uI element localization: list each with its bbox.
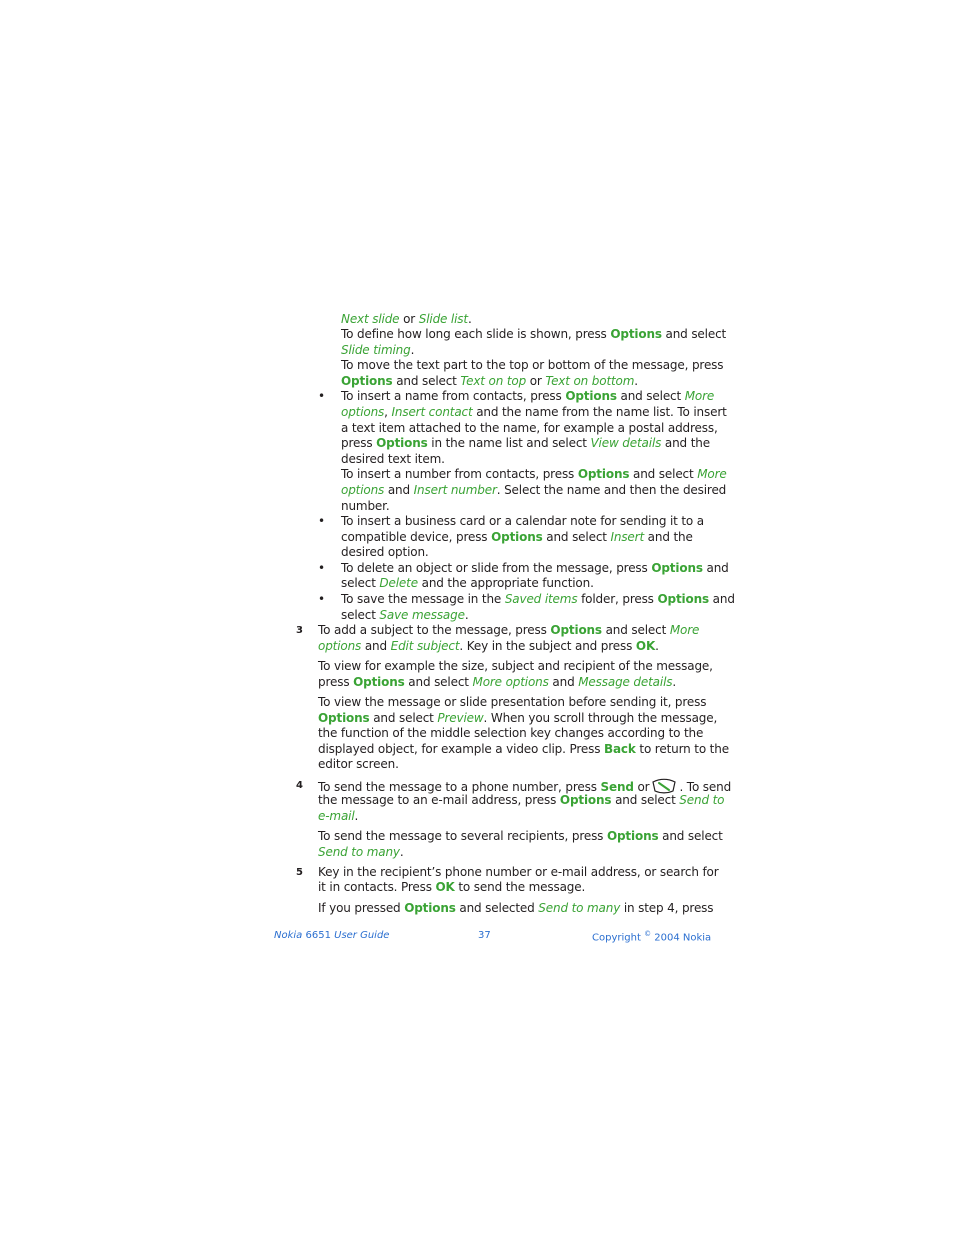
text-line: options and Edit subject. Key in the subject and press OK. xyxy=(318,639,659,653)
text-line: options and Insert number. Select the name and then the desired xyxy=(341,483,727,497)
bullet: • xyxy=(318,389,325,403)
key-options: Options xyxy=(376,436,428,450)
menu-email: e-mail xyxy=(318,809,355,823)
text-line: Key in the recipient’s phone number or e-mail address, or search for xyxy=(318,865,719,879)
text-line: To insert a business card or a calendar note for sending it to a xyxy=(341,514,704,528)
bullet: • xyxy=(318,592,325,606)
bullet: • xyxy=(318,561,325,575)
menu-next-slide: Next slide xyxy=(341,312,400,326)
menu-save-message: Save message xyxy=(379,608,465,622)
text-line: a text item attached to the name, for example a postal address, xyxy=(341,421,718,435)
text-line: To send the message to several recipients, press Options and select xyxy=(318,829,723,843)
menu-text-on-top: Text on top xyxy=(460,374,527,388)
menu-more: More xyxy=(669,623,700,637)
text-line: Slide timing. xyxy=(341,343,415,357)
text-line: To view the message or slide presentation before sending it, press xyxy=(318,695,707,709)
menu-delete: Delete xyxy=(379,576,418,590)
step-number: 5 xyxy=(296,867,303,878)
text-line: desired text item. xyxy=(341,452,445,466)
menu-slide-timing: Slide timing xyxy=(341,343,411,357)
text-line: To delete an object or slide from the message, press Options and xyxy=(341,561,729,575)
text-line: To save the message in the Saved items folder, press Options and xyxy=(341,592,735,606)
key-options: Options xyxy=(491,530,543,544)
text-line: Options and select Preview. When you scroll through the message, xyxy=(318,711,718,725)
text-line: the function of the middle selection key changes according to the xyxy=(318,726,704,740)
text-line: Options and select Text on top or Text on bottom. xyxy=(341,374,638,388)
page-number: 37 xyxy=(478,930,491,941)
key-options: Options xyxy=(610,327,662,341)
bullet: • xyxy=(318,514,325,528)
key-options: Options xyxy=(577,467,630,481)
key-options: Options xyxy=(606,829,659,843)
text-line: press Options and select More options and Message details. xyxy=(318,675,677,689)
key-options: Options xyxy=(651,561,703,575)
text-line: editor screen. xyxy=(318,757,399,771)
key-back: Back xyxy=(603,742,636,756)
text-line: If you pressed Options and selected Send to many in step 4, press xyxy=(318,901,714,915)
text-line: number. xyxy=(341,499,390,513)
text-line: the message to an e-mail address, press Options and select Send to xyxy=(318,793,725,807)
key-send: Send xyxy=(600,780,634,794)
menu-options: options xyxy=(318,639,362,653)
text-line: compatible device, press Options and select Insert and the xyxy=(341,530,693,544)
key-options: Options xyxy=(565,389,617,403)
key-options: Options xyxy=(353,675,405,689)
menu-preview: Preview xyxy=(437,711,484,725)
key-options: Options xyxy=(318,711,370,725)
text-line: desired option. xyxy=(341,545,429,559)
footer-copyright: Copyright © 2004 Nokia xyxy=(592,930,712,944)
menu-insert-contact: Insert contact xyxy=(391,405,473,419)
step-number: 3 xyxy=(296,625,303,636)
text-line: To insert a number from contacts, press Options and select More xyxy=(341,467,727,481)
text-line: options, Insert contact and the name from the name list. To insert xyxy=(341,405,727,419)
key-ok: OK xyxy=(635,639,656,653)
footer-guide-title: Nokia 6651 User Guide xyxy=(274,930,390,941)
menu-saved-items: Saved items xyxy=(504,592,578,606)
text-line: To define how long each slide is shown, press Options and select xyxy=(341,327,727,341)
menu-message-details: Message details xyxy=(578,675,673,689)
menu-more-options: More options xyxy=(472,675,549,689)
text-line: Next slide or Slide list. xyxy=(341,312,472,326)
menu-insert: Insert xyxy=(610,530,645,544)
key-options: Options xyxy=(341,374,393,388)
menu-options: options xyxy=(341,405,385,419)
text-line: To move the text part to the top or bottom of the message, press xyxy=(341,358,724,372)
text-line: e-mail. xyxy=(318,809,359,823)
menu-send-to-many: Send to many xyxy=(318,845,400,859)
text-line: press Options in the name list and select View details and the xyxy=(341,436,710,450)
menu-options: options xyxy=(341,483,385,497)
menu-slide-list: Slide list xyxy=(418,312,468,326)
key-options: Options xyxy=(404,901,456,915)
key-options: Options xyxy=(559,793,612,807)
text-line: it in contacts. Press OK to send the message. xyxy=(318,880,586,894)
menu-view-details: View details xyxy=(590,436,662,450)
menu-insert-number: Insert number xyxy=(413,483,497,497)
key-options: Options xyxy=(550,623,602,637)
text-line: Send to many. xyxy=(318,845,404,859)
key-ok: OK xyxy=(435,880,455,894)
menu-more: More xyxy=(684,389,715,403)
key-options: Options xyxy=(657,592,709,606)
menu-text-on-bottom: Text on bottom xyxy=(545,374,635,388)
text-line: To view for example the size, subject and recipient of the message, xyxy=(318,659,713,673)
text-line: To insert a name from contacts, press Options and select More xyxy=(341,389,715,403)
step-number: 4 xyxy=(296,780,303,791)
text-line: select Save message. xyxy=(341,608,469,622)
menu-more: More xyxy=(697,467,727,481)
menu-edit-subject: Edit subject xyxy=(390,639,460,653)
text-line: To add a subject to the message, press Options and select More xyxy=(318,623,700,637)
text-line: displayed object, for example a video clip. Press Back to return to the xyxy=(318,742,729,756)
text-line: select Delete and the appropriate function. xyxy=(341,576,594,590)
text-line: To send the message to a phone number, press Send or . To send xyxy=(318,778,731,800)
menu-send-to-many: Send to many xyxy=(538,901,621,915)
menu-send-to: Send to xyxy=(679,793,725,807)
